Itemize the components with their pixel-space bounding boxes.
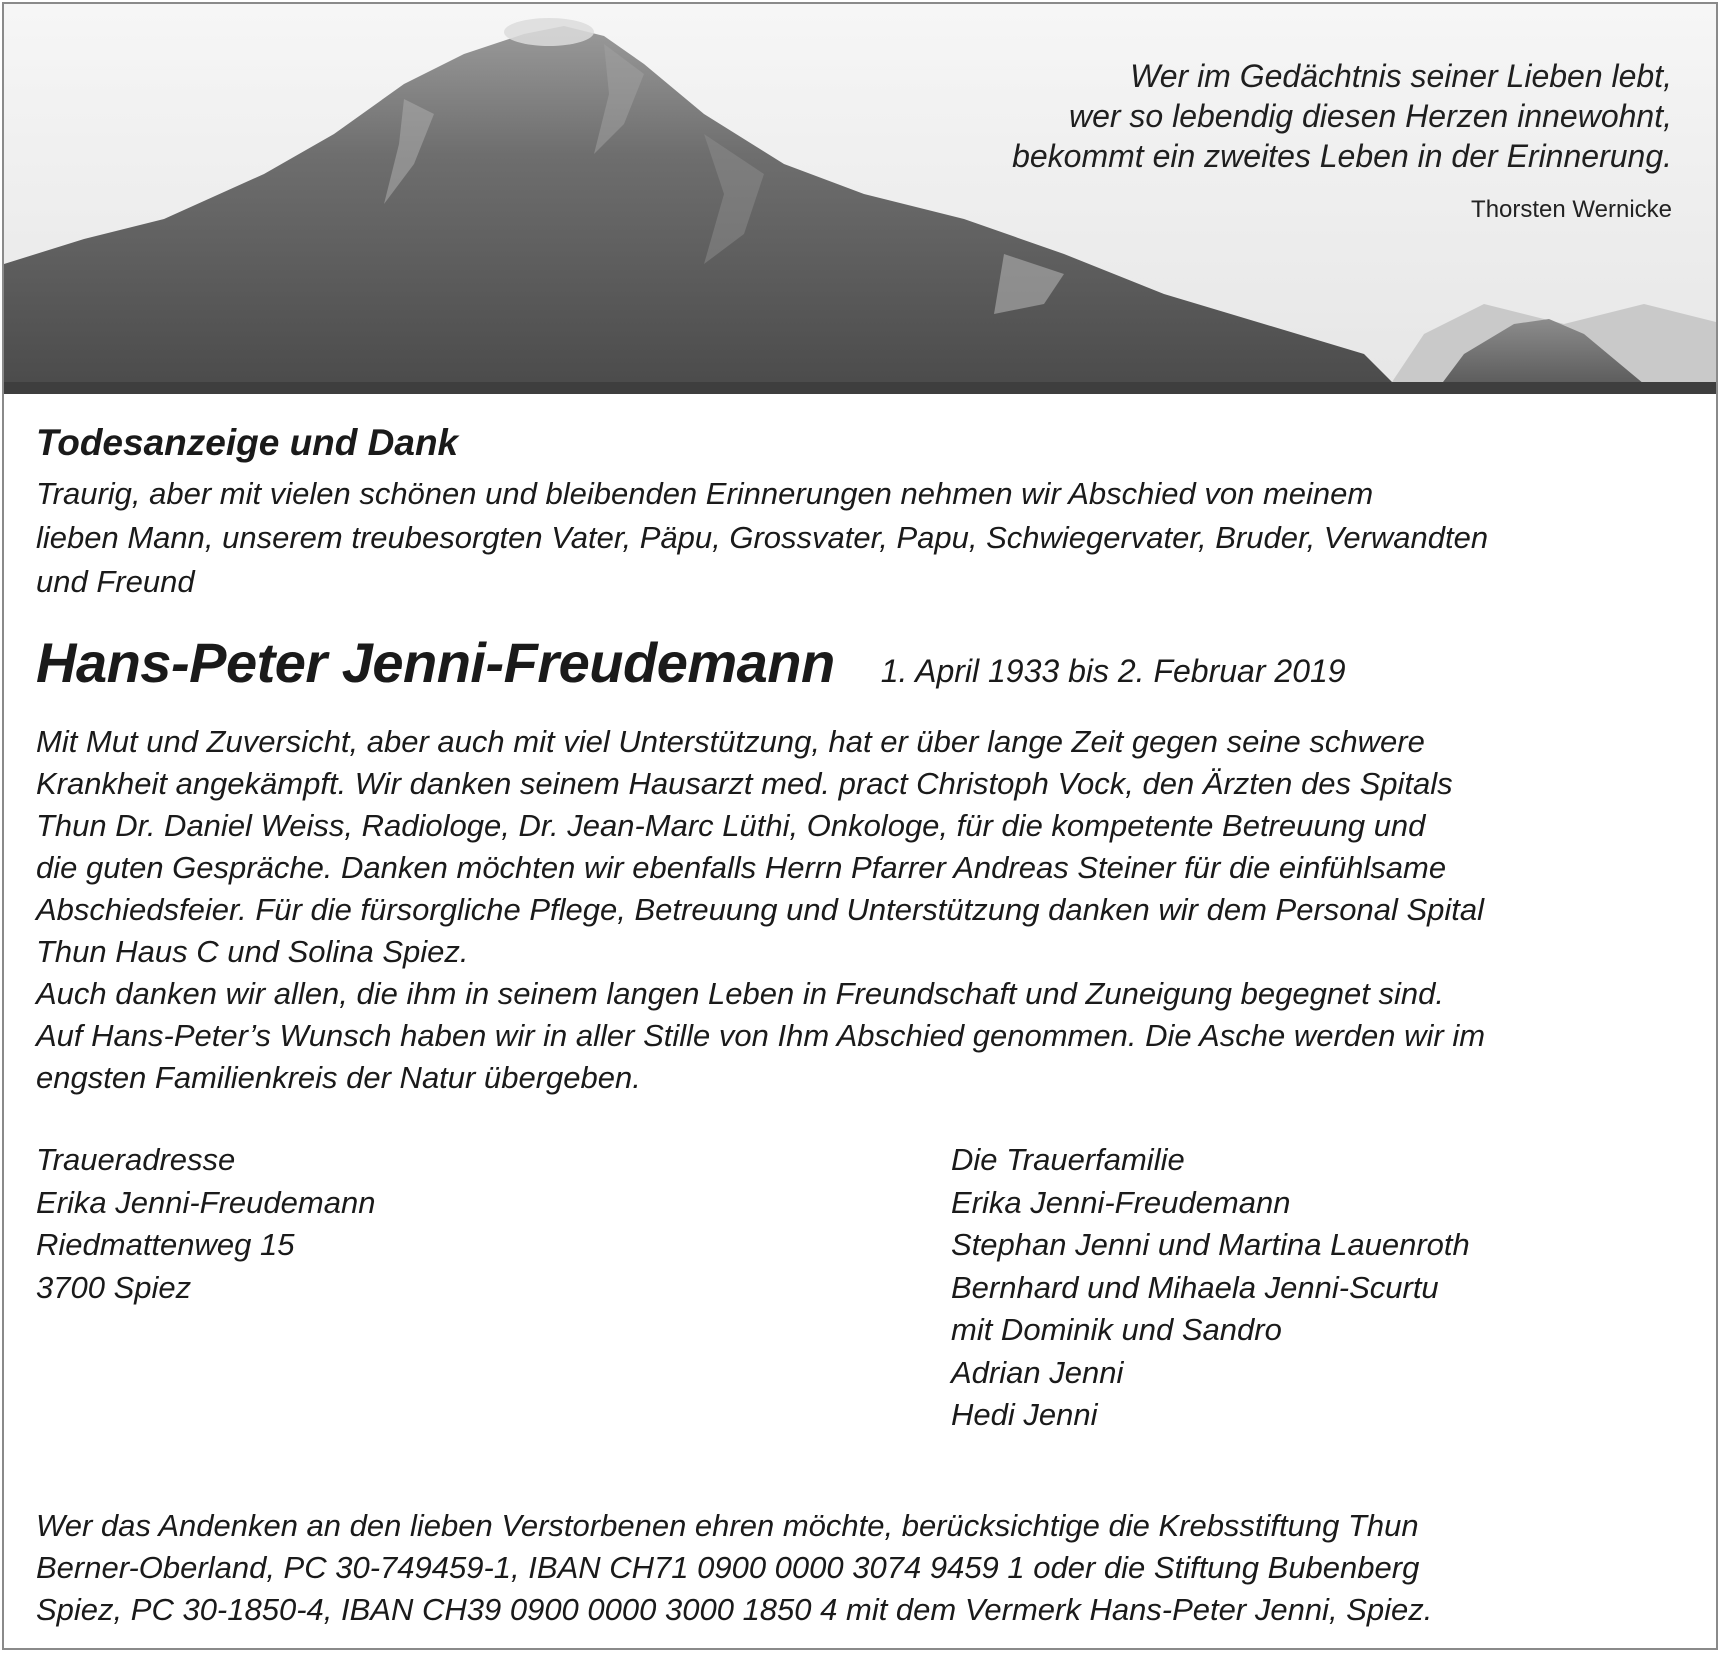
quote-block [1012,56,1672,176]
life-dates: 1. April 1933 bis 2. Februar 2019 [880,653,1346,689]
closing-line: Wer das Andenken an den lieben Verstorbenen ehren möchte, berücksichtige die Krebsstiftung Thun [36,1508,1419,1543]
family-line: Erika Jenni-Freudemann [951,1184,1291,1220]
closing-line: Berner-Oberland, PC 30-749459-1, IBAN CH71 0900 0000 3074 9459 1 oder die Stiftung Bubenberg [36,1550,1420,1585]
thanks-paragraph [36,721,1696,1099]
donation-paragraph [36,1505,1696,1631]
body-line: die guten Gespräche. Danken möchten wir ebenfalls Herrn Pfarrer Andreas Steiner für die einfühlsame [36,850,1447,885]
header-banner [4,4,1718,394]
body-line: Auch danken wir allen, die ihm in seinem langen Leben in Freundschaft und Zuneigung begegnet sind. [36,976,1445,1011]
body-line: Abschiedsfeier. Für die fürsorgliche Pflege, Betreuung und Unterstützung danken wir dem Personal Spital [36,892,1485,927]
family-line: Hedi Jenni [951,1397,1098,1432]
quote-line: bekommt ein zweites Leben in der Erinnerung. [1012,138,1672,174]
body-line: Mit Mut und Zuversicht, aber auch mit viel Unterstützung, hat er über lange Zeit gegen seine schwere [36,724,1425,759]
address-line: Riedmattenweg 15 [36,1227,295,1262]
body-line: engsten Familienkreis der Natur übergeben. [36,1060,641,1095]
address-line: 3700 Spiez [36,1269,192,1305]
family-line: mit Dominik und Sandro [951,1312,1282,1347]
deceased-name: Hans-Peter Jenni-Freudemann [36,631,835,694]
quote-author: Thorsten Wernicke [1471,196,1672,223]
intro-paragraph [36,472,1696,604]
mourning-address [36,1139,375,1309]
quote-line: wer so lebendig diesen Herzen innewohnt, [1068,98,1672,134]
deceased-row [36,630,1696,695]
address-line: Traueradresse [36,1142,236,1177]
address-columns [36,1139,1696,1469]
intro-line: Traurig, aber mit vielen schönen und bleibenden Erinnerungen nehmen wir Abschied von meinem [36,476,1374,511]
family-line: Stephan Jenni und Martina Lauenroth [951,1227,1470,1262]
obituary-notice [2,2,1718,1650]
family-line: Die Trauerfamilie [951,1142,1185,1177]
family-line: Bernhard und Mihaela Jenni-Scurtu [951,1269,1439,1305]
address-line: Erika Jenni-Freudemann [36,1184,376,1220]
body-line: Thun Dr. Daniel Weiss, Radiologe, Dr. Jean-Marc Lüthi, Onkologe, für die kompetente Betreuung und [36,808,1426,843]
notice-heading: Todesanzeige und Dank [36,422,459,463]
body-line: Krankheit angekämpft. Wir danken seinem Hausarzt med. pract Christoph Vock, den Ärzten des Spitals [36,766,1453,801]
intro-line: und Freund [36,564,195,599]
body-line: Auf Hans-Peter’s Wunsch haben wir in aller Stille von Ihm Abschied genommen. Die Asche werden wir im [36,1018,1486,1053]
intro-line: lieben Mann, unserem treubesorgten Vater, Päpu, Grossvater, Papu, Schwiegervater, Bruder, Verwandten [36,520,1489,555]
quote-line: Wer im Gedächtnis seiner Lieben lebt, [1130,58,1672,94]
mourning-family [951,1139,1470,1437]
body-line: Thun Haus C und Solina Spiez. [36,934,469,969]
notice-content [36,404,1696,1631]
closing-line: Spiez, PC 30-1850-4, IBAN CH39 0900 0000 3000 1850 4 mit dem Vermerk Hans-Peter Jenni, Spiez. [36,1592,1433,1627]
family-line: Adrian Jenni [951,1354,1124,1390]
